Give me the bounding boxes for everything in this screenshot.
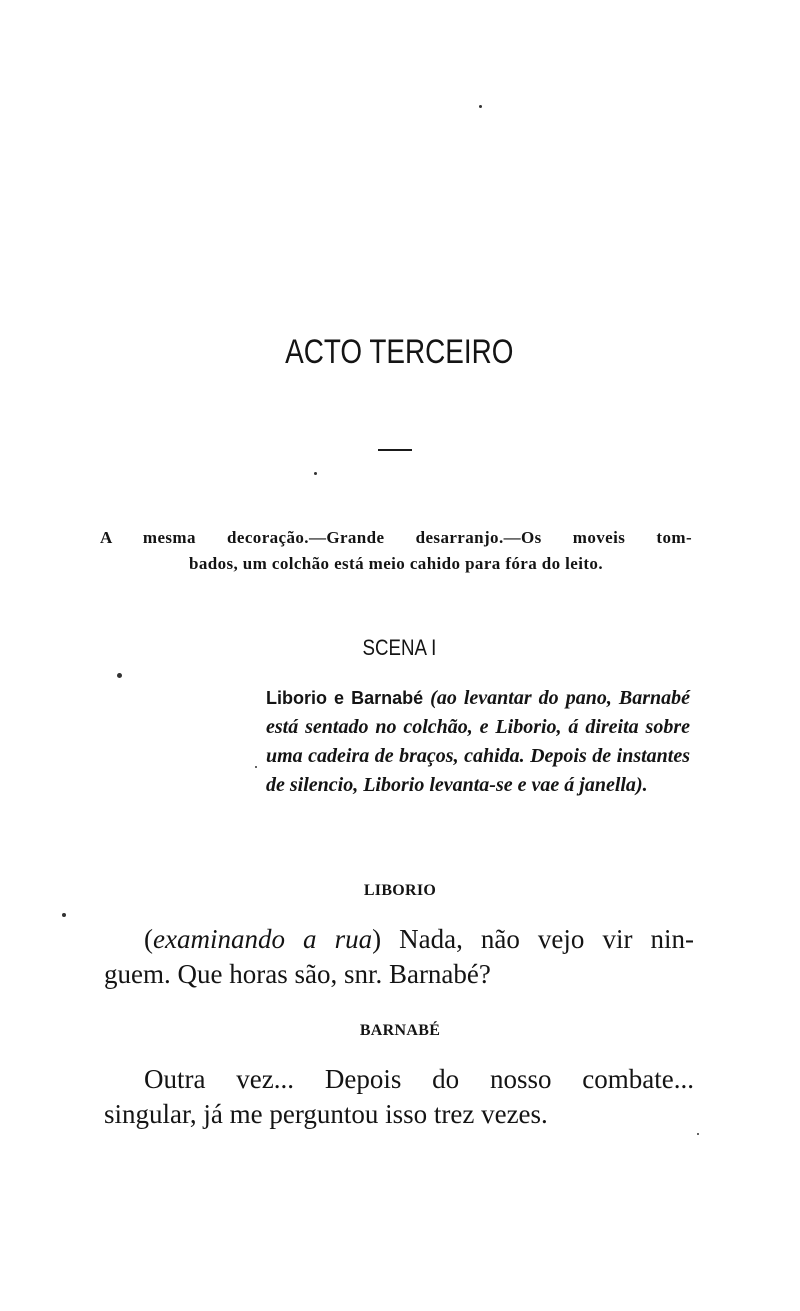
act-title: ACTO TERCEIRO xyxy=(285,333,514,371)
scene-characters: Liborio e Barnabé xyxy=(266,688,424,708)
direction-close: ). xyxy=(635,774,648,796)
speaker-barnabe: BARNABÉ xyxy=(359,1022,441,1039)
speech-line: Outra vez... Depois do nosso combate... xyxy=(144,1064,694,1094)
direction-open: ( xyxy=(423,687,437,709)
paren-open: ( xyxy=(144,924,153,954)
scan-speck xyxy=(479,105,482,108)
scan-speck xyxy=(255,766,257,768)
speech-barnabe xyxy=(104,1062,694,1132)
scan-speck xyxy=(697,1133,699,1135)
stage-setting xyxy=(100,525,692,577)
speech-liborio xyxy=(104,922,694,992)
speech-text: Nada, não vejo vir nin- xyxy=(381,924,694,954)
stage-setting-line-2: bados, um colchão está meio cahido para fóra do leito. xyxy=(188,554,603,573)
title-divider xyxy=(378,449,412,451)
scan-speck xyxy=(62,913,66,917)
speech-line: singular, já me perguntou isso trez vezes. xyxy=(104,1099,548,1129)
scan-speck xyxy=(314,472,317,475)
speech-line xyxy=(104,922,694,957)
direction-text: ao levantar do pano, Barnabé está sentado no colchão, e Liborio, á direita sobre uma cadeira de braços, cahida. Depois de instantes de silencio, Liborio levanta-se e vae á janella xyxy=(266,687,690,796)
scene-direction xyxy=(266,684,690,800)
scan-speck xyxy=(117,673,122,678)
speech-line: guem. Que horas são, snr. Barnabé? xyxy=(104,959,491,989)
scene-heading: SCENA I xyxy=(362,635,437,660)
stage-setting-line-1: A mesma decoração.—Grande desarranjo.—Os moveis tom- xyxy=(100,528,692,547)
speaker-liborio: LIBORIO xyxy=(363,882,437,899)
speech-stage-direction: examinando a rua xyxy=(153,924,373,954)
paren-close: ) xyxy=(372,924,382,954)
